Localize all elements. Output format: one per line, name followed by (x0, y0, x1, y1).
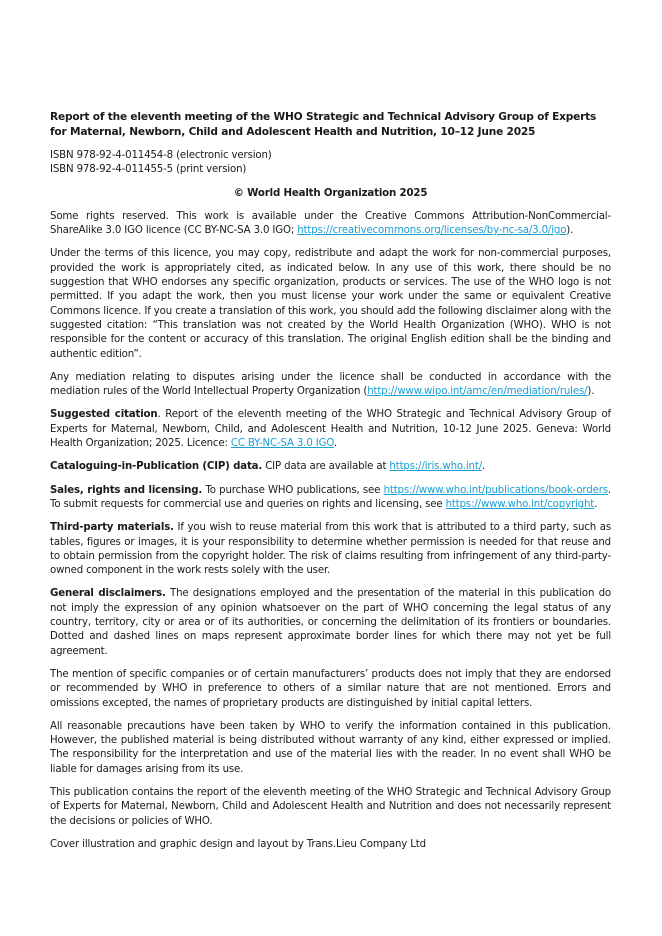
credits-line: Cover illustration and graphic design and layout by Trans.Lieu Company Ltd (50, 838, 426, 850)
disclaimers-label: General disclaimers. (50, 588, 166, 600)
sales-paragraph (50, 484, 611, 513)
citation-paragraph (50, 408, 611, 451)
rights-paragraph (50, 210, 611, 239)
iris-link[interactable]: https://iris.who.int/ (389, 461, 482, 473)
rights-after: ). (566, 225, 574, 237)
mediation-text: Any mediation relating to disputes arising under the licence shall be conducted in accordance with the mediation rules of the World Intellectual Property Organization ( (50, 371, 611, 398)
cip-paragraph (50, 460, 611, 474)
mediation-after: ). (587, 386, 595, 398)
sales-label: Sales, rights and licensing. (50, 484, 203, 496)
isbn-block (50, 149, 611, 178)
manufacturers-paragraph: The mention of specific companies or of certain manufacturers’ products does not imply that they are endorsed or recommended by WHO in preference to others of a similar nature that are not mentioned. Errors and omissions excepted, the names of proprietary products are distinguished by initial capital letters. (50, 668, 611, 709)
sales-text-1: To purchase WHO publications, see (202, 484, 384, 496)
sales-after: . (594, 498, 598, 510)
book-orders-link[interactable]: https://www.who.int/publications/book-orders (383, 484, 608, 496)
cip-text: CIP data are available at (262, 461, 390, 473)
rights-text: Some rights reserved. This work is available under the Creative Commons Attribution-NonCommercial-ShareAlike 3.0 IGO licence (CC BY-NC-SA 3.0 IGO; (50, 210, 611, 237)
third-party-paragraph (50, 521, 611, 578)
licence-link[interactable]: CC BY-NC-SA 3.0 IGO (230, 438, 334, 450)
third-party-text: If you wish to reuse material from this work that is attributed to a third party, such as tables, figures or images, it is your responsibility to determine whether permission is needed for that reuse and to obtain permission from the copyright holder. The risk of claims resulting from infringement of any third-party-owned component in the work rests solely with the user. (50, 522, 611, 577)
cip-label: Cataloguing-in-Publication (CIP) data. (50, 461, 263, 473)
precautions-paragraph: All reasonable precautions have been taken by WHO to verify the information contained in this publication. However, the published material is being distributed without warranty of any kind, either expressed or implied. The responsibility for the interpretation and use of the material lies with the reader. In no event shall WHO be liable for damages arising from its use. (50, 720, 611, 775)
citation-label: Suggested citation (50, 409, 158, 421)
isbn-electronic: ISBN 978-92-4-011454-8 (electronic version) (50, 150, 272, 161)
copyright-line: © World Health Organization 2025 (233, 187, 428, 199)
citation-after: . (333, 438, 337, 450)
contents-paragraph: This publication contains the report of the eleventh meeting of the WHO Strategic and Technical Advisory Group of Experts for Maternal, Newborn, Child and Adolescent Health and Nutrition and does not necessarily represent the decisions or policies of WHO. (50, 786, 611, 827)
citation-text: . Report of the eleventh meeting of the WHO Strategic and Technical Advisory Group of Experts for Maternal, Newborn, Child, and Adolescent Health and Nutrition, 10-12 June 2025. Geneva: World Health Organization; 2025. Licence: (50, 409, 611, 450)
sales-text-2: . To submit requests for commercial use and queries on rights and licensing, see (50, 484, 611, 510)
third-party-label: Third-party materials. (50, 522, 174, 534)
copyright-link[interactable]: https://www.who.int/copyright (445, 498, 595, 510)
isbn-print: ISBN 978-92-4-011455-5 (print version) (50, 164, 247, 176)
copyright-page (50, 110, 611, 861)
creative-commons-link[interactable]: https://creativecommons.org/licenses/by-nc-sa/3.0/igo (297, 225, 567, 237)
report-title: Report of the eleventh meeting of the WHO Strategic and Technical Advisory Group of Experts for Maternal, Newborn, Child and Adolescent Health and Nutrition, 10–12 June 2025 (50, 111, 597, 138)
cip-after: . (481, 461, 486, 473)
disclaimers-paragraph (50, 587, 611, 658)
wipo-link[interactable]: http://www.wipo.int/amc/en/mediation/rules/ (367, 386, 588, 398)
mediation-paragraph (50, 371, 611, 400)
disclaimers-text: The designations employed and the presentation of the material in this publication do not imply the expression of any opinion whatsoever on the part of WHO concerning the legal status of any country, territory, city or area or of its authorities, or concerning the delimitation of its frontiers or boundaries. Dotted and dashed lines on maps represent approximate border lines for which there may not yet be full agreement. (50, 588, 611, 657)
licence-terms-paragraph: Under the terms of this licence, you may copy, redistribute and adapt the work for non-commercial purposes, provided the work is appropriately cited, as indicated below. In any use of this work, there should be no suggestion that WHO endorses any specific organization, products or services. The use of the WHO logo is not permitted. If you adapt the work, then you must license your work under the same or equivalent Creative Commons licence. If you create a translation of this work, you should add the following disclaimer along with the suggested citation: “This translation was not created by the World Health Organization (WHO). WHO is not responsible for the content or accuracy of this translation. The original English edition shall be the binding and authentic edition”. (50, 248, 611, 360)
